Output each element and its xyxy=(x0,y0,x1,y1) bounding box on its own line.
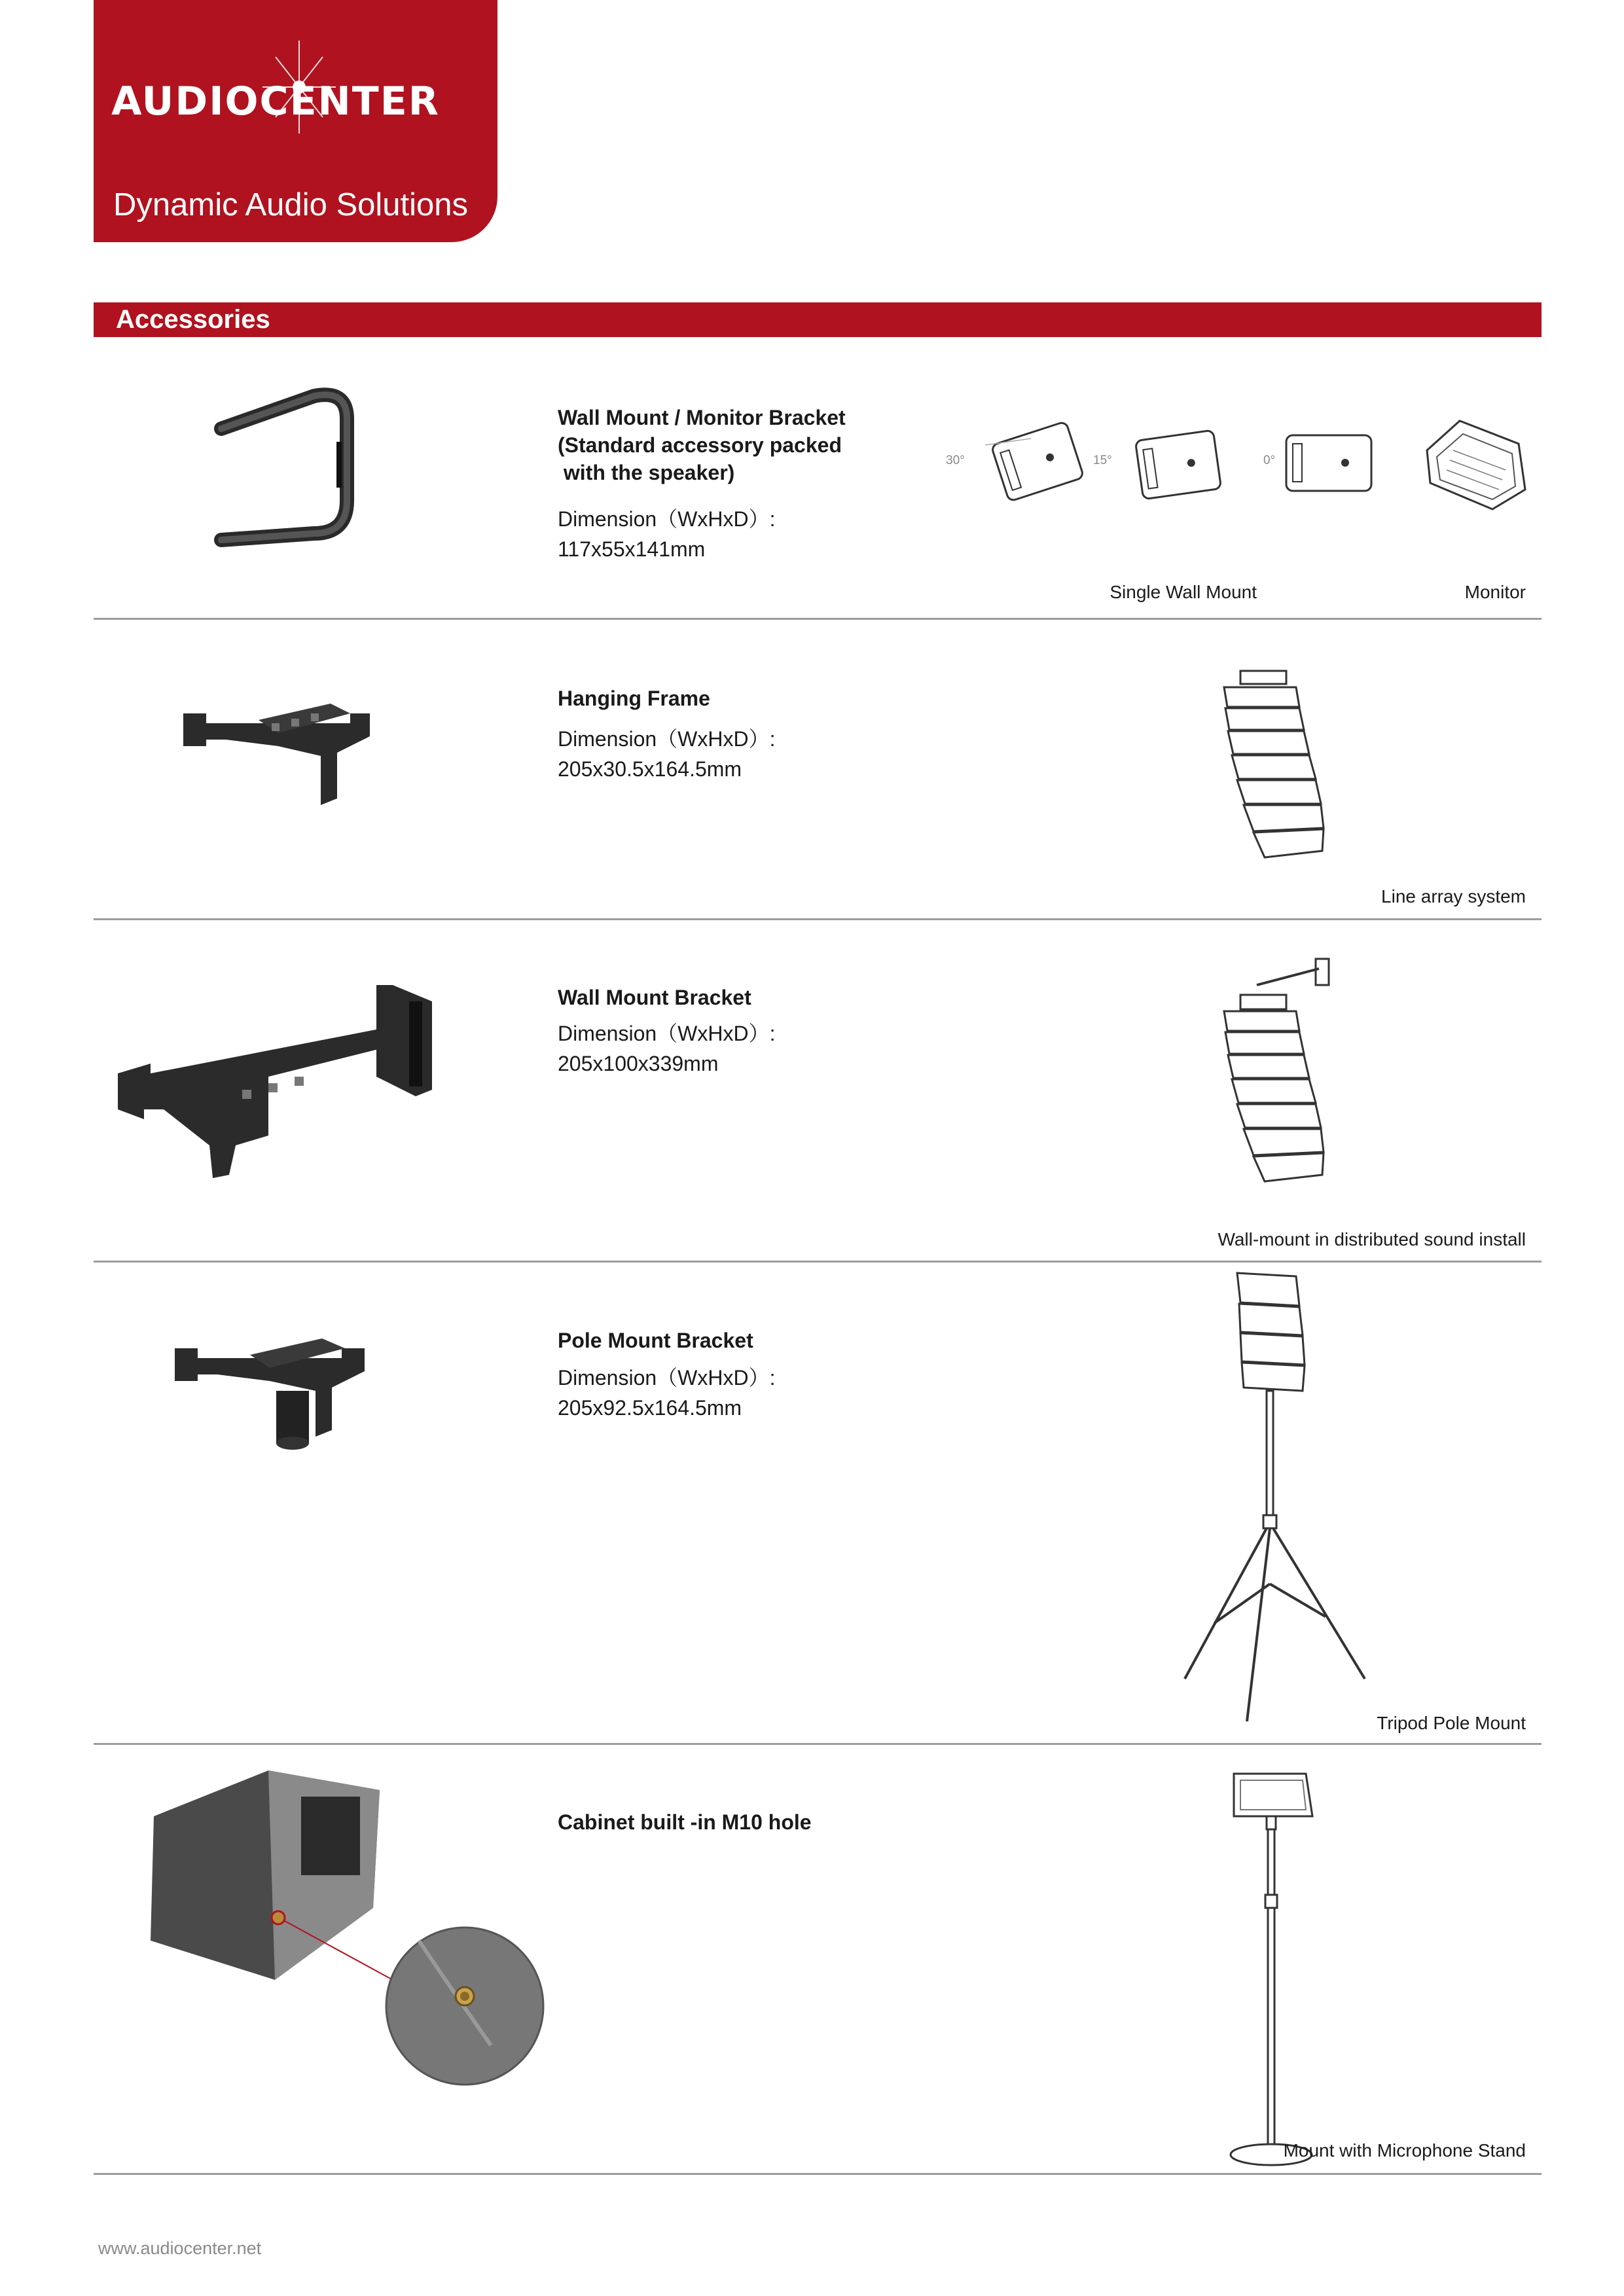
pole-mount-bracket-icon xyxy=(171,1329,381,1460)
image-caption: Tripod Pole Mount xyxy=(1377,1713,1526,1733)
section-title: Accessories xyxy=(116,305,270,334)
row-divider xyxy=(94,2173,1542,2175)
row-divider xyxy=(94,918,1542,920)
dimension-label: Dimension（WxHxD）: xyxy=(558,507,776,531)
tagline: Dynamic Audio Solutions xyxy=(113,187,469,223)
dimension-label: Dimension（WxHxD）: xyxy=(558,1022,776,1045)
item-title: Cabinet built -in M10 hole xyxy=(558,1810,812,1834)
speaker-30deg-icon xyxy=(985,416,1090,507)
angle-label: 0° xyxy=(1263,454,1276,467)
cabinet-m10-icon xyxy=(144,1764,550,2078)
angle-label: 30° xyxy=(946,454,965,467)
item-title-line: Wall Mount / Monitor Bracket xyxy=(558,406,846,429)
item-title: Wall Mount Bracket xyxy=(558,986,751,1009)
dimension-value: 205x92.5x164.5mm xyxy=(558,1396,742,1420)
line-array-icon xyxy=(1218,668,1329,877)
mic-stand-icon xyxy=(1221,1767,1319,2179)
row-divider xyxy=(94,1261,1542,1263)
brand-header xyxy=(94,0,497,242)
speaker-15deg-icon xyxy=(1126,422,1231,507)
dimension-label: Dimension（WxHxD）: xyxy=(558,1366,776,1390)
footer-url[interactable]: www.audiocenter.net xyxy=(98,2238,262,2258)
brand-wordmark: AUDIOCENTER xyxy=(111,79,440,124)
image-caption: Line array system xyxy=(1381,886,1526,906)
monitor-speaker-icon xyxy=(1414,411,1532,516)
item-title: Pole Mount Bracket xyxy=(558,1329,753,1352)
wall-mount-bracket-icon xyxy=(111,978,445,1181)
image-caption: Single Wall Mount xyxy=(1110,582,1257,602)
image-caption: Monitor xyxy=(1464,582,1526,602)
dimension-value: 117x55x141mm xyxy=(558,537,706,561)
dimension-value: 205x100x339mm xyxy=(558,1052,719,1075)
line-array-wall-icon xyxy=(1218,956,1348,1217)
item-title-line: with the speaker) xyxy=(558,461,735,484)
image-caption: Mount with Microphone Stand xyxy=(1283,2140,1526,2161)
item-title: Hanging Frame xyxy=(558,687,710,710)
section-bar xyxy=(94,302,1542,337)
row-divider xyxy=(94,618,1542,620)
angle-label: 15° xyxy=(1093,454,1112,467)
u-bracket-icon xyxy=(216,389,357,543)
dimension-value: 205x30.5x164.5mm xyxy=(558,757,742,781)
hanging-frame-icon xyxy=(180,694,376,812)
dimension-label: Dimension（WxHxD）: xyxy=(558,727,776,751)
speaker-0deg-icon xyxy=(1276,432,1381,497)
tripod-icon xyxy=(1175,1270,1391,1728)
image-caption: Wall-mount in distributed sound install xyxy=(1218,1229,1526,1249)
item-title-line: (Standard accessory packed xyxy=(558,433,842,457)
row-divider xyxy=(94,1743,1542,1745)
